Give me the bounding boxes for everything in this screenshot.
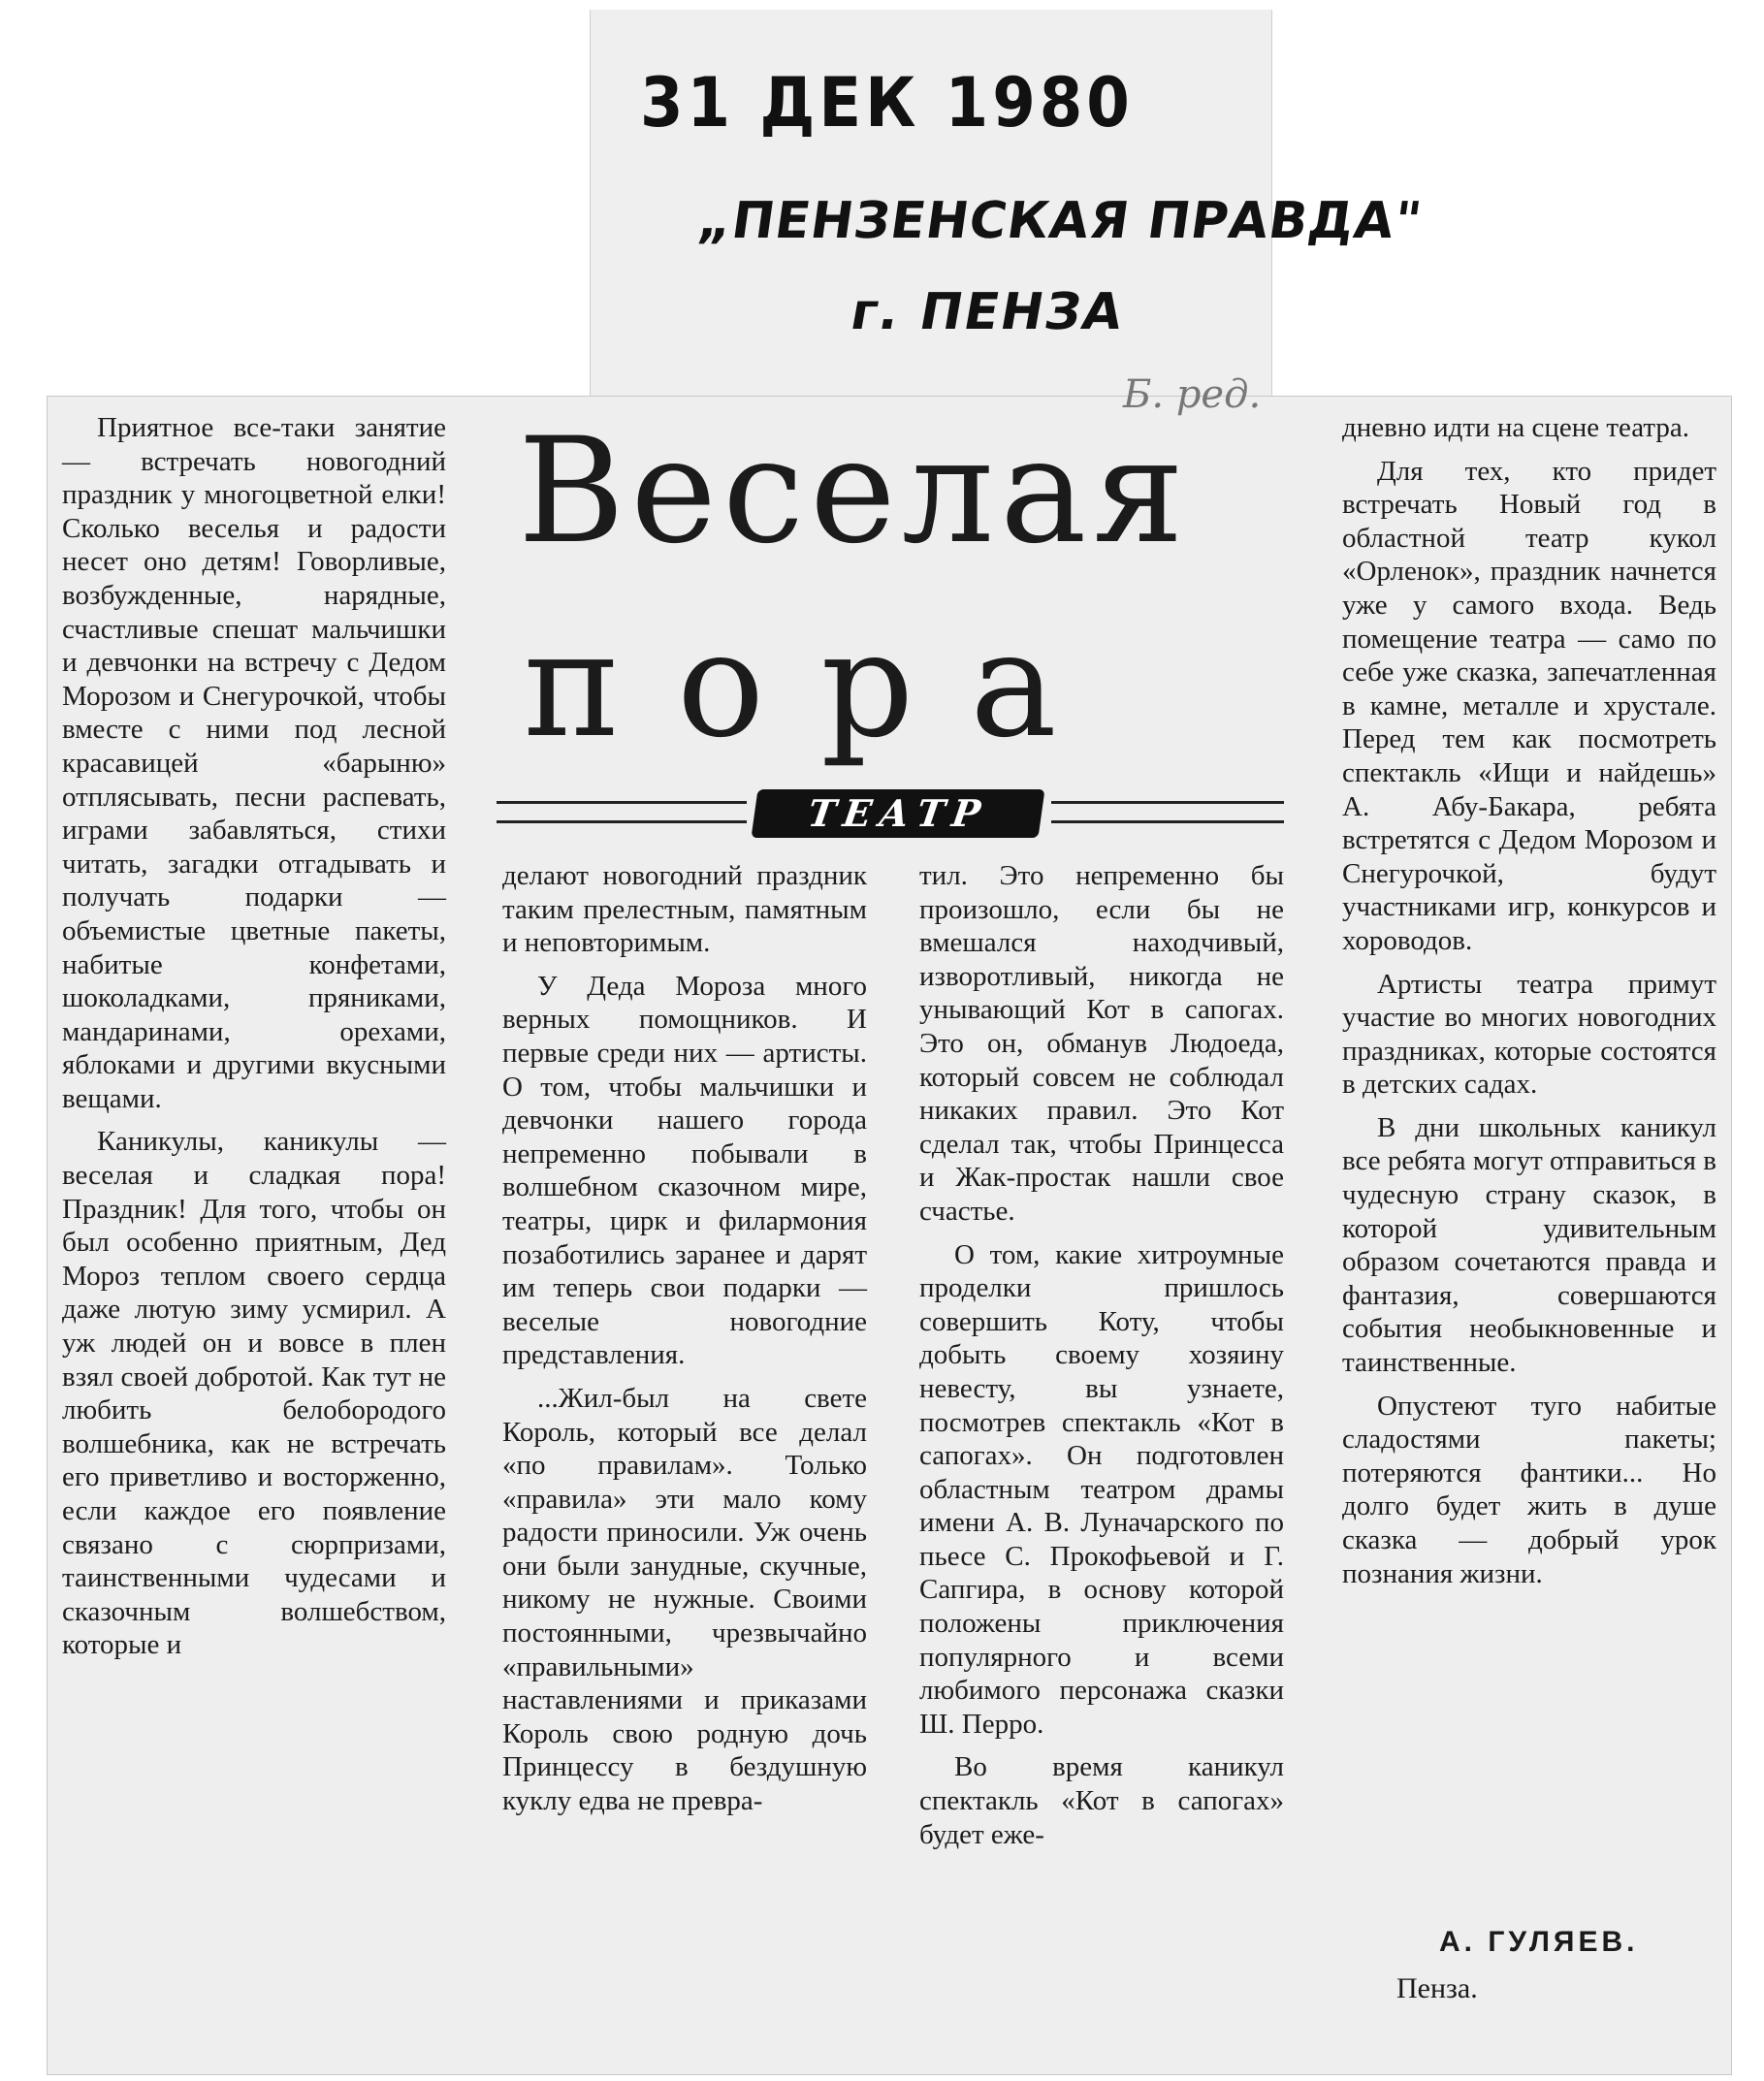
stamp-date: 31 ДЕК 1980 — [640, 64, 1134, 144]
paragraph: Во время каникул спектакль «Кот в сапогах» будет еже- — [919, 1751, 1284, 1850]
paragraph: Приятное все-таки занятие — встречать новогодний праздник у многоцветной елки! Сколько веселья и радости несет оно детям! Говорливые, возбужденные, нарядные, счастливые спешат мальчишки и девчонки на встречу с Дедом Морозом и Снегурочкой, чтобы вместе с ними под лесной красавицей «барыню» отплясывать, песни распевать, играми забавляться, стихи читать, загадки отгадывать и получать подарки — объемистые цветные пакеты, набитые конфетами, шоколадками, пряниками, мандаринами, орехами, яблоками и другими вкусными вещами. — [62, 412, 446, 1114]
paragraph: Каникулы, каникулы — веселая и сладкая пора! Праздник! Для того, чтобы он был особенно приятным, Дед Мороз теплом своего сердца даже лютую зиму усмирил. А уж людей он и вовсе в плен взял своей добротой. Как тут не любить белобородого волшебника, как не встречать его приветливо и восторженно, если каждое его появление связано с сюрпризами, таинственными чудесами и сказочным волшебством, которые и — [62, 1126, 446, 1661]
author-signature: А. ГУЛЯЕВ. — [1439, 1926, 1639, 1958]
stamp-city: г. ПЕНЗА — [846, 283, 1130, 341]
rubric-rule-left-top — [497, 801, 747, 804]
paragraph: ...Жил-был на свете Король, который все делал «по правилам». Только «правила» эти мало кому радости приносили. Уж очень они были занудные, скучные, никому не нужные. Своими постоянными, чрезвычайно «правильными» наставлениями и приказами Король свою родную дочь Принцессу в бездушную куклу едва не превра- — [502, 1382, 867, 1817]
paragraph: дневно идти на сцене театра. — [1342, 412, 1690, 443]
paragraph: Опустеют туго набитые сладостями пакеты; потеряются фантики... Но долго будет жить в душе сказка — добрый урок познания жизни. — [1342, 1390, 1716, 1589]
article-column-3 — [919, 859, 1284, 1861]
paragraph: делают новогодний праздник таким прелестным, памятным и неповторимым. — [502, 860, 867, 959]
paragraph: тил. Это непременно бы произошло, если бы не вмешался находчивый, изворотливый, никогда не унывающий Кот в сапогах. Это он, обманув Людоеда, который совсем не соблюдал никаких правил. Это Кот сделал так, чтобы Принцесса и Жак-простак нашли свое счастье. — [919, 860, 1284, 1227]
article-column-4 — [1342, 411, 1716, 1600]
article-column-2 — [502, 859, 867, 1828]
stamp-newspaper: „ПЕНЗЕНСКАЯ ПРАВДА" — [693, 192, 1427, 250]
rubric-badge: ТЕАТР — [751, 789, 1044, 838]
author-city: Пенза. — [1396, 1972, 1478, 2004]
paragraph: У Деда Мороза много верных помощников. И первые среди них — артисты. О том, чтобы мальчишки и девчонки нашего города непременно побывали в волшебном сказочном мире, театры, цирк и филармония позаботились заранее и дарят им теперь свои подарки — веселые новогодние представления. — [502, 970, 867, 1371]
paragraph: Для тех, кто придет встречать Новый год в областной театр кукол «Орленок», праздник начнется уже у самого входа. Ведь помещение театра — само по себе уже сказка, запечатленная в камне, металле и хрустале. Перед тем как посмотреть спектакль «Ищи и найдешь» А. Абу-Бакара, ребята встретятся с Дедом Морозом и Снегурочкой, будут участниками игр, конкурсов и хороводов. — [1342, 455, 1716, 956]
paragraph: В дни школьных каникул все ребята могут отправиться в чудесную страну сказок, в которой удивительным образом сочетаются правда и фантазия, совершаются события необыкновенные и таинственные. — [1342, 1111, 1716, 1379]
article-column-1 — [62, 411, 446, 1672]
rubric-rule-right-top — [1051, 801, 1284, 804]
headline-line-1: Веселая — [518, 407, 1191, 576]
pencil-note: Б. ред. — [1123, 372, 1262, 417]
paragraph: Артисты театра примут участие во многих новогодних праздниках, которые состоятся в детских садах. — [1342, 968, 1716, 1101]
rubric-rule-left-bottom — [497, 820, 747, 823]
paragraph: О том, какие хитроумные проделки пришлось совершить Коту, чтобы добыть своему хозяину невесту, вы узнаете, посмотрев спектакль «Кот в сапогах». Он подготовлен областным театром драмы имени А. В. Луначарского по пьесе С. Прокофьевой и Г. Сапгира, в основу которой положены приключения популярного и всеми любимого персонажа сказки Ш. Перро. — [919, 1238, 1284, 1740]
headline-line-2: пора — [524, 601, 1113, 770]
rubric-rule-right-bottom — [1051, 820, 1284, 823]
